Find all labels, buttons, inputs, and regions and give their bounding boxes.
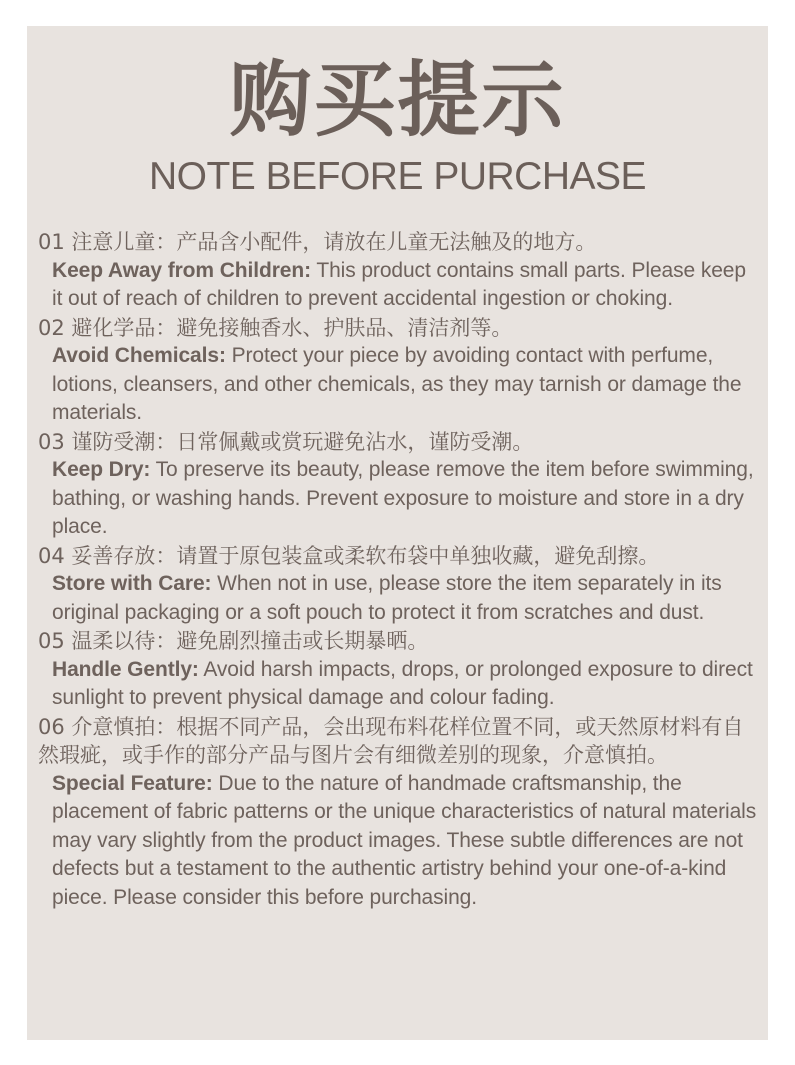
note-english-lead: Avoid Chemicals: — [52, 344, 226, 367]
note-english-lead: Keep Away from Children: — [52, 258, 311, 282]
note-item-2 — [38, 314, 760, 428]
note-english — [38, 770, 760, 913]
notice-card — [27, 26, 768, 1040]
note-english-lead: Keep Dry: — [52, 458, 151, 481]
note-item-5 — [38, 627, 760, 713]
page-title-english: NOTE BEFORE PURCHASE — [148, 155, 647, 198]
note-chinese: 01 注意儿童：产品含小配件，请放在儿童无法触及的地方。 — [38, 230, 597, 254]
note-english — [38, 456, 760, 542]
note-english-text: When not in use, please store the item separately in its original packaging or a soft pouch to protect it from scratches and dust. — [52, 572, 722, 624]
note-english-text: Avoid harsh impacts, drops, or prolonged exposure to direct sunlight to prevent physical damage and colour fading. — [52, 657, 753, 709]
notes-list — [38, 228, 760, 912]
note-chinese: 03 谨防受潮：日常佩戴或赏玩避免沾水，谨防受潮。 — [38, 429, 534, 454]
page-title-chinese: 购买提示 — [229, 53, 566, 148]
note-english-text: To preserve its beauty, please remove the item before swimming, bathing, or washing hands. Prevent exposure to moisture and store in a dry place. — [52, 458, 754, 538]
note-item-4 — [38, 542, 760, 628]
note-english — [38, 342, 760, 428]
note-english-text: This product contains small parts. Please keep it out of reach of children to prevent accidental ingestion or choking. — [52, 258, 746, 310]
note-english — [38, 570, 760, 627]
note-english-lead: Handle Gently: — [52, 657, 199, 681]
note-english-lead: Store with Care: — [52, 572, 212, 595]
note-english-text: Due to the nature of handmade craftsmanship, the placement of fabric patterns or the unique characteristics of natural materials may vary slightly from the product images. These subtle differences are not defects but a testament to the authentic artistry behind your one-of-a-kind piece. Please consider this before purchasing. — [52, 771, 757, 909]
note-chinese: 02 避化学品：避免接触香水、护肤品、清洁剂等。 — [38, 315, 513, 340]
note-chinese: 05 温柔以待：避免剧烈撞击或长期暴晒。 — [38, 629, 429, 653]
note-english-text: Protect your piece by avoiding contact with perfume, lotions, cleansers, and other chemicals, as they may tarnish or damage the materials. — [52, 344, 742, 424]
note-item-1 — [38, 228, 760, 314]
note-item-3 — [38, 428, 760, 542]
note-item-6 — [38, 713, 760, 913]
note-chinese: 04 妥善存放：请置于原包装盒或柔软布袋中单独收藏，避免刮擦。 — [38, 543, 660, 568]
note-english — [38, 257, 760, 314]
note-chinese: 06 介意慎拍：根据不同产品，会出现布料花样位置不同，或天然原材料有自然瑕疵，或手作的部分产品与图片会有细微差别的现象，介意慎拍。 — [38, 714, 744, 767]
note-english-lead: Special Feature: — [52, 771, 213, 795]
note-english — [38, 656, 760, 713]
